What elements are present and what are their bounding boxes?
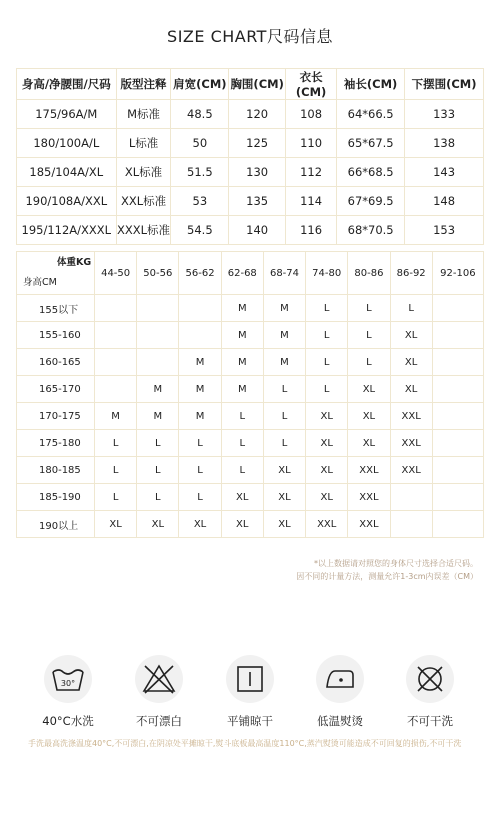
size-cell: 120 bbox=[229, 100, 286, 129]
fit-size-cell: M bbox=[179, 403, 221, 430]
size-cell: 133 bbox=[405, 100, 484, 129]
fit-size-cell: M bbox=[179, 376, 221, 403]
fit-size-cell: XXL bbox=[390, 403, 432, 430]
page-title: SIZE CHART尺码信息 bbox=[167, 27, 333, 46]
care-label: 低温熨烫 bbox=[317, 714, 363, 728]
fit-size-cell: L bbox=[137, 430, 179, 457]
fit-size-cell: L bbox=[306, 376, 348, 403]
fit-size-cell bbox=[390, 511, 432, 538]
size-cell: 54.5 bbox=[171, 216, 229, 245]
height-cell: 155-160 bbox=[17, 322, 95, 349]
size-row bbox=[17, 216, 484, 245]
fit-recommendation-table bbox=[16, 251, 484, 538]
care-item-wash bbox=[28, 655, 108, 729]
size-cell: 116 bbox=[286, 216, 337, 245]
size-cell: M标准 bbox=[116, 100, 171, 129]
care-item-bleach bbox=[119, 655, 199, 729]
header-cell: 身高/净腰围/尺码 bbox=[17, 69, 117, 100]
size-cell: 195/112A/XXXL bbox=[17, 216, 117, 245]
size-cell: 140 bbox=[229, 216, 286, 245]
fit-size-cell: XL bbox=[306, 457, 348, 484]
height-cell: 165-170 bbox=[17, 376, 95, 403]
fit-size-cell bbox=[432, 484, 483, 511]
weight-axis-label: 体重KG bbox=[57, 257, 92, 268]
care-label: 不可漂白 bbox=[136, 714, 182, 728]
fit-size-cell bbox=[432, 457, 483, 484]
fit-row bbox=[17, 484, 484, 511]
fit-size-cell: XL bbox=[221, 511, 263, 538]
fit-row bbox=[17, 457, 484, 484]
fit-size-cell: XL bbox=[95, 511, 137, 538]
height-cell: 170-175 bbox=[17, 403, 95, 430]
fit-size-cell: L bbox=[348, 349, 390, 376]
fit-size-cell: L bbox=[95, 457, 137, 484]
size-row bbox=[17, 158, 484, 187]
weight-header-cell: 62-68 bbox=[221, 252, 263, 295]
size-cell: 130 bbox=[229, 158, 286, 187]
header-cell: 版型注释 bbox=[116, 69, 171, 100]
size-cell: 68*70.5 bbox=[337, 216, 405, 245]
size-row bbox=[17, 129, 484, 158]
fit-size-cell: L bbox=[221, 403, 263, 430]
size-cell: 143 bbox=[405, 158, 484, 187]
fit-size-cell: XXL bbox=[348, 484, 390, 511]
weight-header-cell: 80-86 bbox=[348, 252, 390, 295]
size-cell: 125 bbox=[229, 129, 286, 158]
weight-header-cell: 44-50 bbox=[95, 252, 137, 295]
fit-size-cell: XL bbox=[221, 484, 263, 511]
fit-size-cell: M bbox=[263, 322, 305, 349]
fit-size-cell: XXL bbox=[390, 457, 432, 484]
fit-size-cell bbox=[95, 295, 137, 322]
fit-size-cell: XL bbox=[348, 430, 390, 457]
fit-size-cell bbox=[432, 430, 483, 457]
fit-size-cell: XXL bbox=[306, 511, 348, 538]
care-instructions-text: 手洗最高洗涤温度40°C,不可漂白,在阴凉处平摊晾干,熨斗底板最高温度110°C,蒸汽熨烫可能造成不可回复的损伤,不可干洗 bbox=[28, 739, 462, 748]
fit-size-cell: XL bbox=[306, 430, 348, 457]
fit-row bbox=[17, 295, 484, 322]
weight-header-cell: 86-92 bbox=[390, 252, 432, 295]
fit-size-cell: XL bbox=[179, 511, 221, 538]
fit-size-cell: L bbox=[179, 457, 221, 484]
size-cell: 112 bbox=[286, 158, 337, 187]
fit-size-cell: XXL bbox=[390, 430, 432, 457]
fit-row bbox=[17, 430, 484, 457]
size-cell: 185/104A/XL bbox=[17, 158, 117, 187]
size-cell: 51.5 bbox=[171, 158, 229, 187]
height-axis-label: 身高CM bbox=[23, 277, 57, 288]
care-label: 不可干洗 bbox=[407, 714, 453, 728]
fit-size-cell bbox=[432, 295, 483, 322]
header-cell: 胸围(CM) bbox=[229, 69, 286, 100]
height-cell: 185-190 bbox=[17, 484, 95, 511]
no-dryclean-icon bbox=[406, 655, 454, 703]
fit-size-cell: L bbox=[95, 430, 137, 457]
care-item-iron bbox=[300, 655, 380, 729]
fit-size-cell: L bbox=[221, 430, 263, 457]
flat-dry-icon bbox=[226, 655, 274, 703]
fit-size-cell: L bbox=[137, 484, 179, 511]
header-cell: 袖长(CM) bbox=[337, 69, 405, 100]
size-cell: XXXL标准 bbox=[116, 216, 171, 245]
height-cell: 155以下 bbox=[17, 295, 95, 322]
fit-size-cell: L bbox=[179, 430, 221, 457]
fit-size-cell: XL bbox=[306, 484, 348, 511]
fit-size-cell bbox=[390, 484, 432, 511]
fit-size-cell bbox=[137, 295, 179, 322]
fit-size-cell bbox=[432, 511, 483, 538]
fit-size-cell: L bbox=[306, 322, 348, 349]
corner-cell bbox=[17, 252, 95, 295]
fit-size-cell: M bbox=[221, 295, 263, 322]
measurement-note bbox=[296, 557, 478, 583]
fit-size-cell bbox=[432, 322, 483, 349]
header-cell: 衣长(CM) bbox=[286, 69, 337, 100]
weight-header-cell: 68-74 bbox=[263, 252, 305, 295]
height-cell: 160-165 bbox=[17, 349, 95, 376]
fit-size-cell: L bbox=[95, 484, 137, 511]
care-item-dryclean bbox=[390, 655, 470, 729]
weight-header-cell: 92-106 bbox=[432, 252, 483, 295]
wash-temp-text: 30° bbox=[60, 679, 76, 688]
fit-size-cell bbox=[432, 376, 483, 403]
size-cell: 110 bbox=[286, 129, 337, 158]
weight-header-cell: 56-62 bbox=[179, 252, 221, 295]
size-cell: XL标准 bbox=[116, 158, 171, 187]
header-cell: 下摆围(CM) bbox=[405, 69, 484, 100]
fit-size-cell: M bbox=[221, 322, 263, 349]
size-cell: 48.5 bbox=[171, 100, 229, 129]
fit-size-cell: M bbox=[179, 349, 221, 376]
fit-size-cell: L bbox=[306, 295, 348, 322]
size-cell: 65*67.5 bbox=[337, 129, 405, 158]
fit-size-cell: M bbox=[221, 376, 263, 403]
fit-header-row bbox=[17, 252, 484, 295]
size-header-row bbox=[17, 69, 484, 100]
fit-size-cell bbox=[432, 403, 483, 430]
fit-size-cell: L bbox=[306, 349, 348, 376]
fit-size-cell bbox=[179, 295, 221, 322]
fit-size-cell bbox=[95, 322, 137, 349]
size-row bbox=[17, 100, 484, 129]
fit-size-cell bbox=[95, 376, 137, 403]
size-cell: 66*68.5 bbox=[337, 158, 405, 187]
fit-size-cell: M bbox=[263, 295, 305, 322]
size-cell: 190/108A/XXL bbox=[17, 187, 117, 216]
size-cell: 64*66.5 bbox=[337, 100, 405, 129]
fit-size-cell: XXL bbox=[348, 457, 390, 484]
weight-header-cell: 74-80 bbox=[306, 252, 348, 295]
fit-size-cell: XL bbox=[390, 322, 432, 349]
wash-30-icon bbox=[44, 655, 92, 703]
fit-size-cell: XL bbox=[137, 511, 179, 538]
fit-size-cell: L bbox=[263, 376, 305, 403]
fit-size-cell: L bbox=[263, 430, 305, 457]
size-cell: 108 bbox=[286, 100, 337, 129]
fit-size-cell: L bbox=[221, 457, 263, 484]
height-cell: 175-180 bbox=[17, 430, 95, 457]
size-cell: 180/100A/L bbox=[17, 129, 117, 158]
fit-size-cell: L bbox=[348, 295, 390, 322]
fit-size-cell: L bbox=[390, 295, 432, 322]
fit-row bbox=[17, 511, 484, 538]
care-item-dry bbox=[210, 655, 290, 729]
size-cell: 67*69.5 bbox=[337, 187, 405, 216]
size-row bbox=[17, 187, 484, 216]
fit-size-cell: XL bbox=[263, 457, 305, 484]
size-cell: 53 bbox=[171, 187, 229, 216]
fit-size-cell: M bbox=[137, 403, 179, 430]
note-line: 因不同的计量方法，测量允许1-3cm内误差（CM） bbox=[296, 572, 478, 581]
no-bleach-icon bbox=[135, 655, 183, 703]
fit-size-cell bbox=[95, 349, 137, 376]
fit-size-cell bbox=[432, 349, 483, 376]
fit-row bbox=[17, 349, 484, 376]
care-label: 平铺晾干 bbox=[227, 714, 273, 728]
fit-size-cell: M bbox=[221, 349, 263, 376]
fit-size-cell: XL bbox=[390, 349, 432, 376]
size-chart-table bbox=[16, 68, 484, 245]
fit-size-cell bbox=[179, 322, 221, 349]
size-cell: XXL标准 bbox=[116, 187, 171, 216]
size-cell: 114 bbox=[286, 187, 337, 216]
fit-size-cell: XL bbox=[348, 376, 390, 403]
height-cell: 180-185 bbox=[17, 457, 95, 484]
fit-size-cell: M bbox=[95, 403, 137, 430]
note-line: *以上数据请对照您的身体尺寸选择合适尺码。 bbox=[314, 559, 478, 568]
fit-size-cell: L bbox=[348, 322, 390, 349]
fit-size-cell: L bbox=[179, 484, 221, 511]
fit-size-cell: L bbox=[137, 457, 179, 484]
iron-low-icon bbox=[316, 655, 364, 703]
fit-size-cell: XL bbox=[348, 403, 390, 430]
size-cell: 153 bbox=[405, 216, 484, 245]
size-cell: 148 bbox=[405, 187, 484, 216]
fit-size-cell: XL bbox=[263, 484, 305, 511]
fit-size-cell: XXL bbox=[348, 511, 390, 538]
size-cell: 175/96A/M bbox=[17, 100, 117, 129]
size-cell: L标准 bbox=[116, 129, 171, 158]
size-cell: 50 bbox=[171, 129, 229, 158]
weight-header-cell: 50-56 bbox=[137, 252, 179, 295]
fit-size-cell bbox=[137, 322, 179, 349]
fit-size-cell bbox=[137, 349, 179, 376]
size-cell: 138 bbox=[405, 129, 484, 158]
fit-size-cell: M bbox=[137, 376, 179, 403]
care-label: 40°C水洗 bbox=[42, 714, 94, 728]
size-cell: 135 bbox=[229, 187, 286, 216]
fit-size-cell: XL bbox=[263, 511, 305, 538]
fit-row bbox=[17, 376, 484, 403]
fit-size-cell: XL bbox=[306, 403, 348, 430]
fit-size-cell: L bbox=[263, 403, 305, 430]
fit-row bbox=[17, 322, 484, 349]
fit-size-cell: M bbox=[263, 349, 305, 376]
fit-size-cell: XL bbox=[390, 376, 432, 403]
height-cell: 190以上 bbox=[17, 511, 95, 538]
header-cell: 肩宽(CM) bbox=[171, 69, 229, 100]
fit-row bbox=[17, 403, 484, 430]
